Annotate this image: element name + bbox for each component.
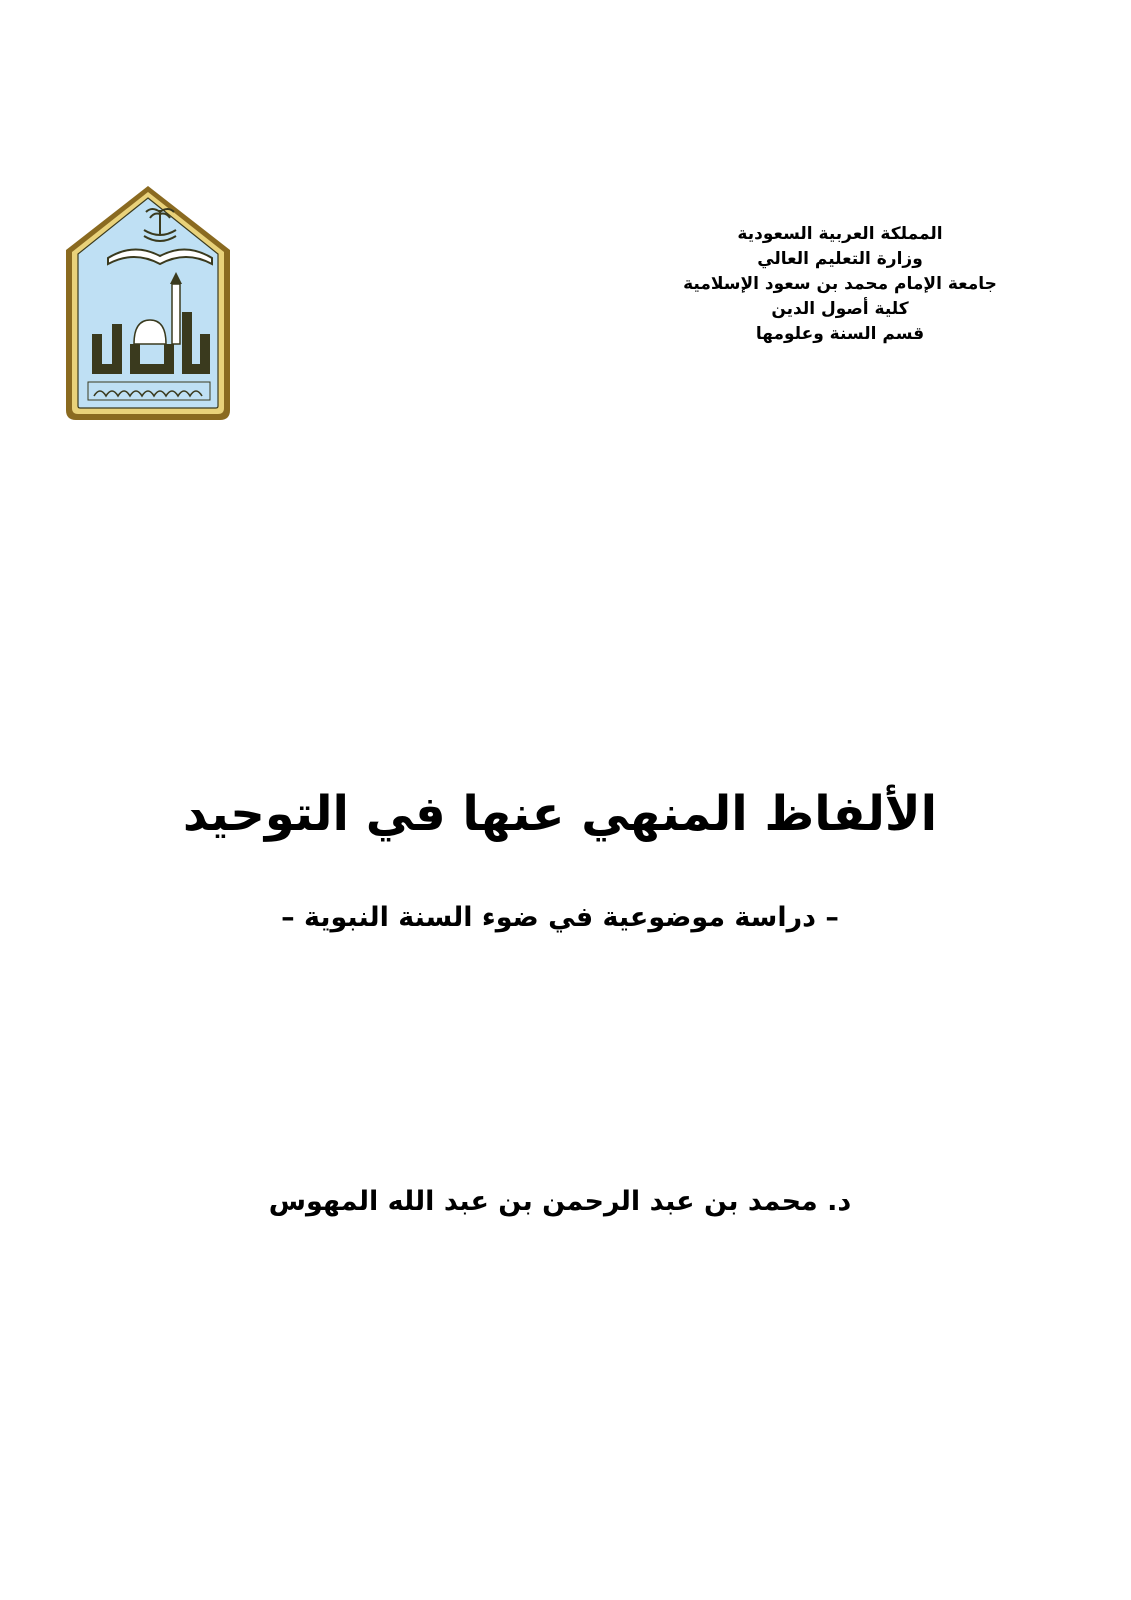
college-line: كلية أصول الدين: [771, 299, 909, 319]
ministry-line: وزارة التعليم العالي: [757, 249, 923, 269]
institution-header: [640, 222, 1040, 347]
author-name: د. محمد بن عبد الرحمن بن عبد الله المهوس: [268, 1186, 852, 1217]
department-line: قسم السنة وعلومها: [755, 324, 925, 344]
document-title: الألفاظ المنهي عنها في التوحيد: [182, 786, 938, 842]
document-subtitle: – دراسة موضوعية في ضوء السنة النبوية –: [281, 902, 839, 933]
university-line: جامعة الإمام محمد بن سعود الإسلامية: [683, 274, 997, 294]
university-logo-icon: [64, 184, 232, 424]
country-line: المملكة العربية السعودية: [737, 224, 943, 244]
